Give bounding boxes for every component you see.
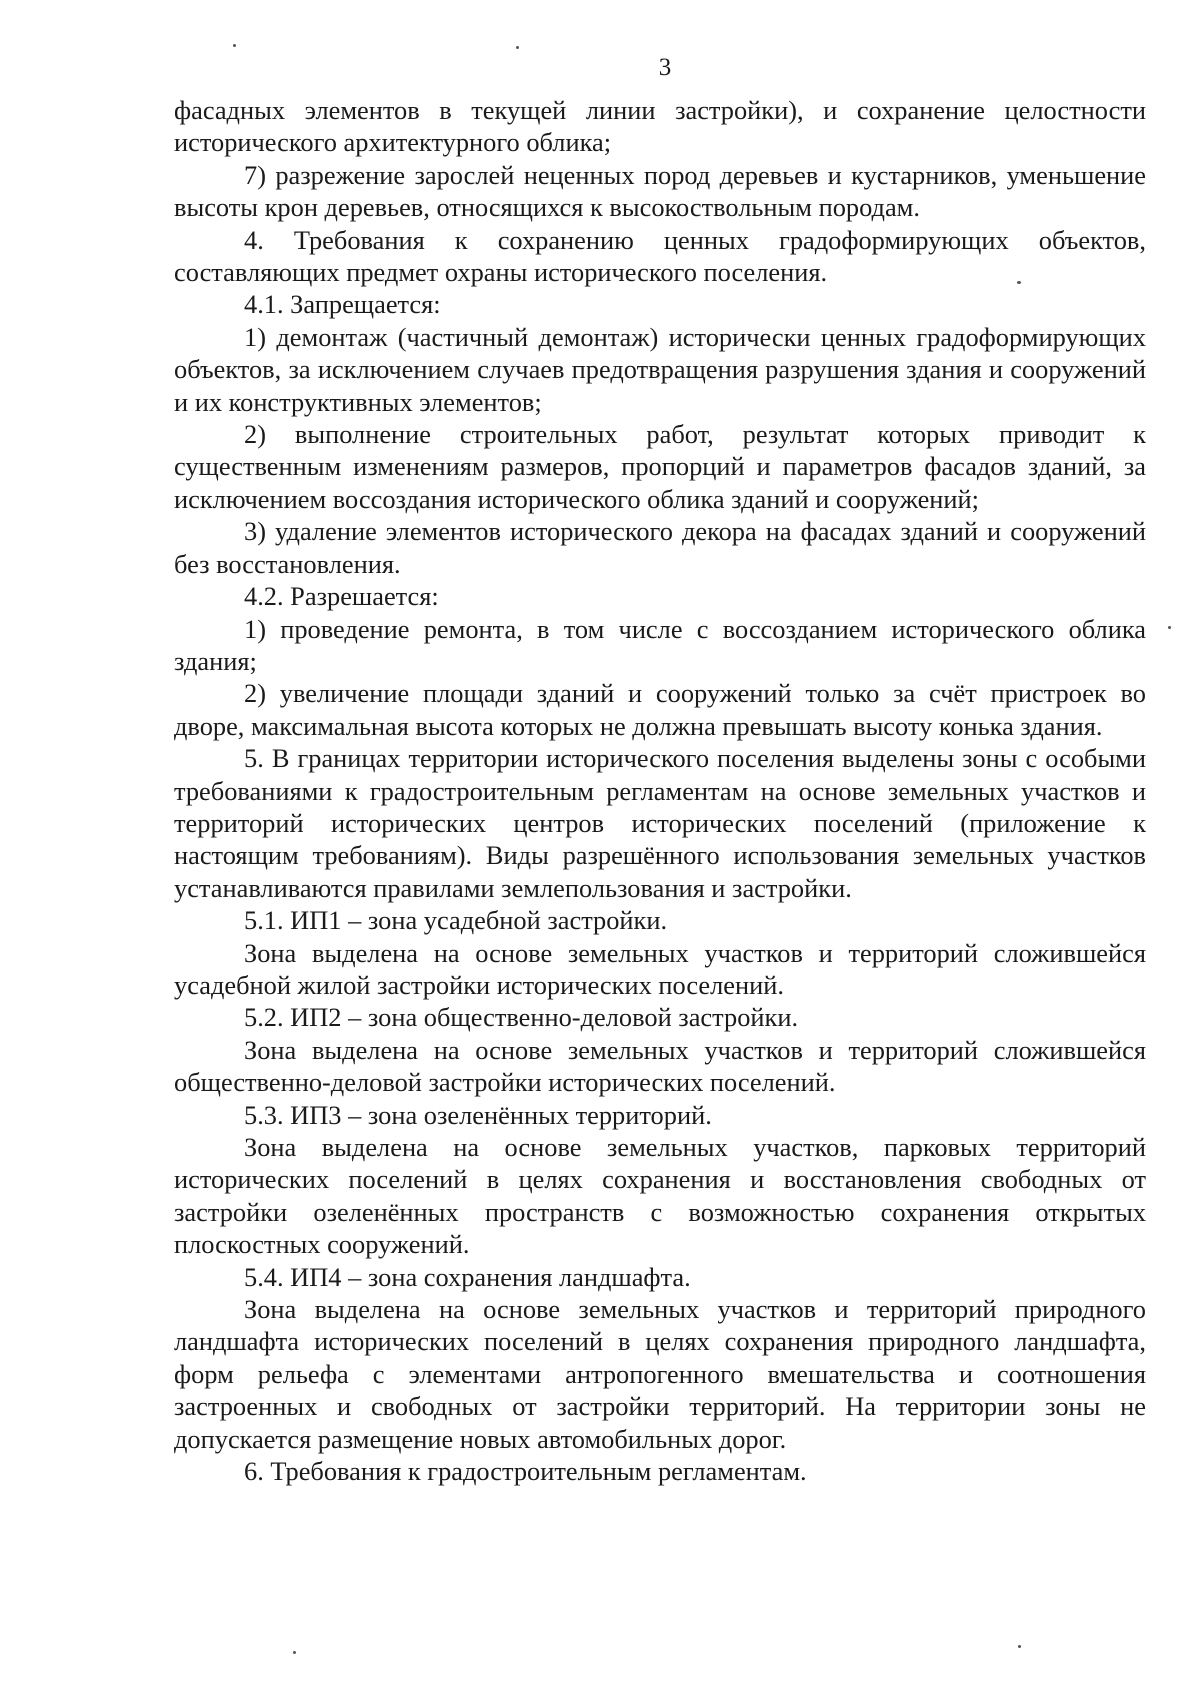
- paragraph: Зона выделена на основе земельных участков и территорий сложившейся усадебной жилой застройки исторических поселений.: [174, 937, 1146, 1000]
- paragraph: 2) увеличение площади зданий и сооружений только за счёт пристроек во дворе, максимальная высота которых не должна превышать высоту конька здания.: [174, 678, 1146, 741]
- paragraph: 4. Требования к сохранению ценных градоформирующих объектов, составляющих предмет охраны исторического поселения.: [174, 224, 1146, 288]
- paragraph: 5.2. ИП2 – зона общественно-деловой застройки.: [244, 1002, 799, 1033]
- scan-speck: [293, 1651, 296, 1654]
- paragraph: 4.2. Разрешается:: [244, 581, 439, 612]
- paragraph: Зона выделена на основе земельных участков и территорий природного ландшафта исторических поселений в целях сохранения природного ландшафта, форм рельефа с элементами антропогенного вмешательства и соотношения застроенных и свободных от застройки территорий. На территории зоны не допускается размещение новых автомобильных дорог.: [174, 1294, 1146, 1454]
- document-body: [174, 94, 1146, 1487]
- page-number: 3: [658, 54, 672, 81]
- paragraph: 7) разрежение зарослей неценных пород деревьев и кустарников, уменьшение высоты крон деревьев, относящихся к высокоствольным породам.: [174, 159, 1146, 223]
- paragraph: 1) проведение ремонта, в том числе с воссозданием исторического облика здания;: [174, 613, 1146, 676]
- paragraph: Зона выделена на основе земельных участков, парковых территорий исторических поселений в целях сохранения и восстановления свободных от застройки озеленённых пространств с возможностью сохранения открытых плоскостных сооружений.: [174, 1132, 1146, 1260]
- paragraph: фасадных элементов в текущей линии застройки), и сохранение целостности исторического архитектурного облика;: [174, 95, 1146, 158]
- paragraph: 2) выполнение строительных работ, результат которых приводит к существенным изменениям размеров, пропорций и параметров фасадов зданий, за исключением воссоздания исторического облика зданий и сооружений;: [174, 419, 1146, 514]
- paragraph: 5.1. ИП1 – зона усадебной застройки.: [244, 905, 668, 936]
- paragraph: Зона выделена на основе земельных участков и территорий сложившейся общественно-деловой застройки исторических поселений.: [174, 1034, 1146, 1098]
- scan-speck: [516, 46, 519, 49]
- paragraph: 5. В границах территории исторического поселения выделены зоны с особыми требованиями к градостроительным регламентам на основе земельных участков и территорий исторических центров исторических поселений (приложение к настоящим требованиям). Виды разрешённого использования земельных участков устанавливаются правилами землепользования и застройки.: [174, 743, 1146, 903]
- paragraph: 6. Требования к градостроительным регламентам.: [244, 1456, 807, 1487]
- paragraph: 4.1. Запрещается:: [244, 289, 441, 320]
- paragraph: 5.4. ИП4 – зона сохранения ландшафта.: [244, 1261, 691, 1292]
- paragraph: 5.3. ИП3 – зона озеленённых территорий.: [244, 1099, 712, 1130]
- paragraph: 1) демонтаж (частичный демонтаж) исторически ценных градоформирующих объектов, за исключением случаев предотвращения разрушения здания и сооружений и их конструктивных элементов;: [174, 321, 1146, 417]
- paragraph: 3) удаление элементов исторического декора на фасадах зданий и сооружений без восстановления.: [174, 516, 1146, 579]
- scan-speck: [233, 44, 236, 47]
- scan-speck: [1168, 626, 1171, 629]
- scan-speck: [1018, 1645, 1021, 1648]
